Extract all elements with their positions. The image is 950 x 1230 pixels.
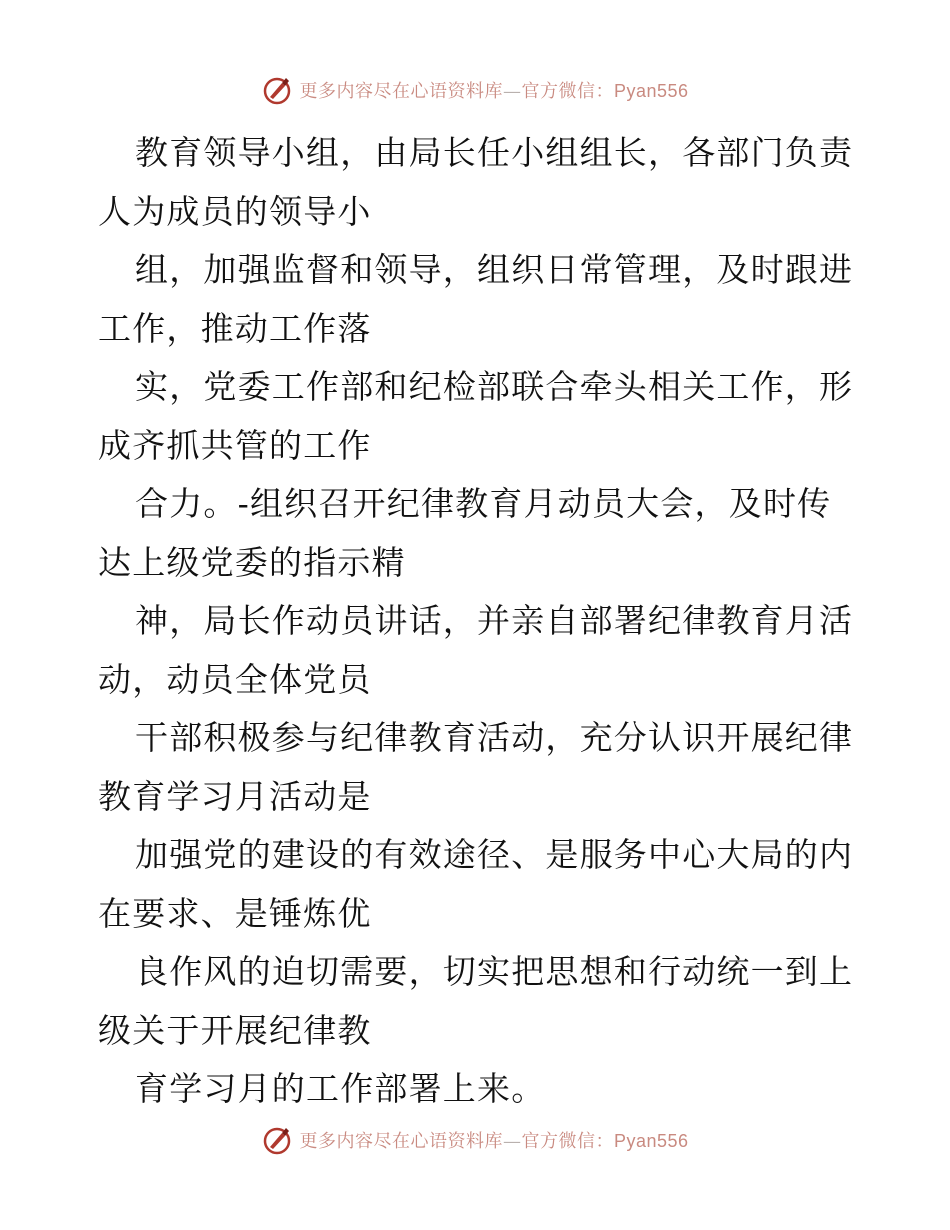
document-body	[98, 124, 858, 1119]
body-line: 人为成员的领导小	[98, 191, 372, 231]
body-line: 成齐抓共管的工作	[98, 425, 372, 465]
body-line: 育学习月的工作部署上来。	[135, 1069, 546, 1108]
body-line: 神，局长作动员讲话，并亲自部署纪律教育月活	[135, 601, 854, 640]
body-line: 达上级党委的指示精	[98, 542, 406, 582]
body-line: 合力。-组织召开纪律教育月动员大会，及时传	[135, 484, 832, 523]
brush-pen-logo-icon	[261, 74, 293, 106]
header-watermark	[0, 70, 950, 110]
body-line: 加强党的建设的有效途径、是服务中心大局的内	[135, 835, 854, 874]
body-line: 工作，推动工作落	[98, 308, 372, 348]
body-line: 在要求、是锤炼优	[98, 893, 372, 933]
brush-pen-logo-icon	[261, 1124, 293, 1156]
body-line: 动，动员全体党员	[98, 659, 372, 699]
footer-watermark	[0, 1120, 950, 1160]
body-line: 实，党委工作部和纪检部联合牵头相关工作，形	[135, 367, 854, 406]
body-line: 教育领导小组，由局长任小组组长，各部门负责	[135, 133, 854, 172]
body-line: 级关于开展纪律教	[98, 1010, 372, 1050]
body-line: 良作风的迫切需要，切实把思想和行动统一到上	[135, 952, 854, 991]
watermark-text: 更多内容尽在心语资料库—官方微信：Pyan556	[299, 81, 689, 102]
body-line: 干部积极参与纪律教育活动，充分认识开展纪律	[135, 718, 854, 757]
body-line: 组，加强监督和领导，组织日常管理，及时跟进	[135, 250, 854, 289]
watermark-text: 更多内容尽在心语资料库—官方微信：Pyan556	[299, 1131, 689, 1152]
body-line: 教育学习月活动是	[98, 776, 372, 816]
